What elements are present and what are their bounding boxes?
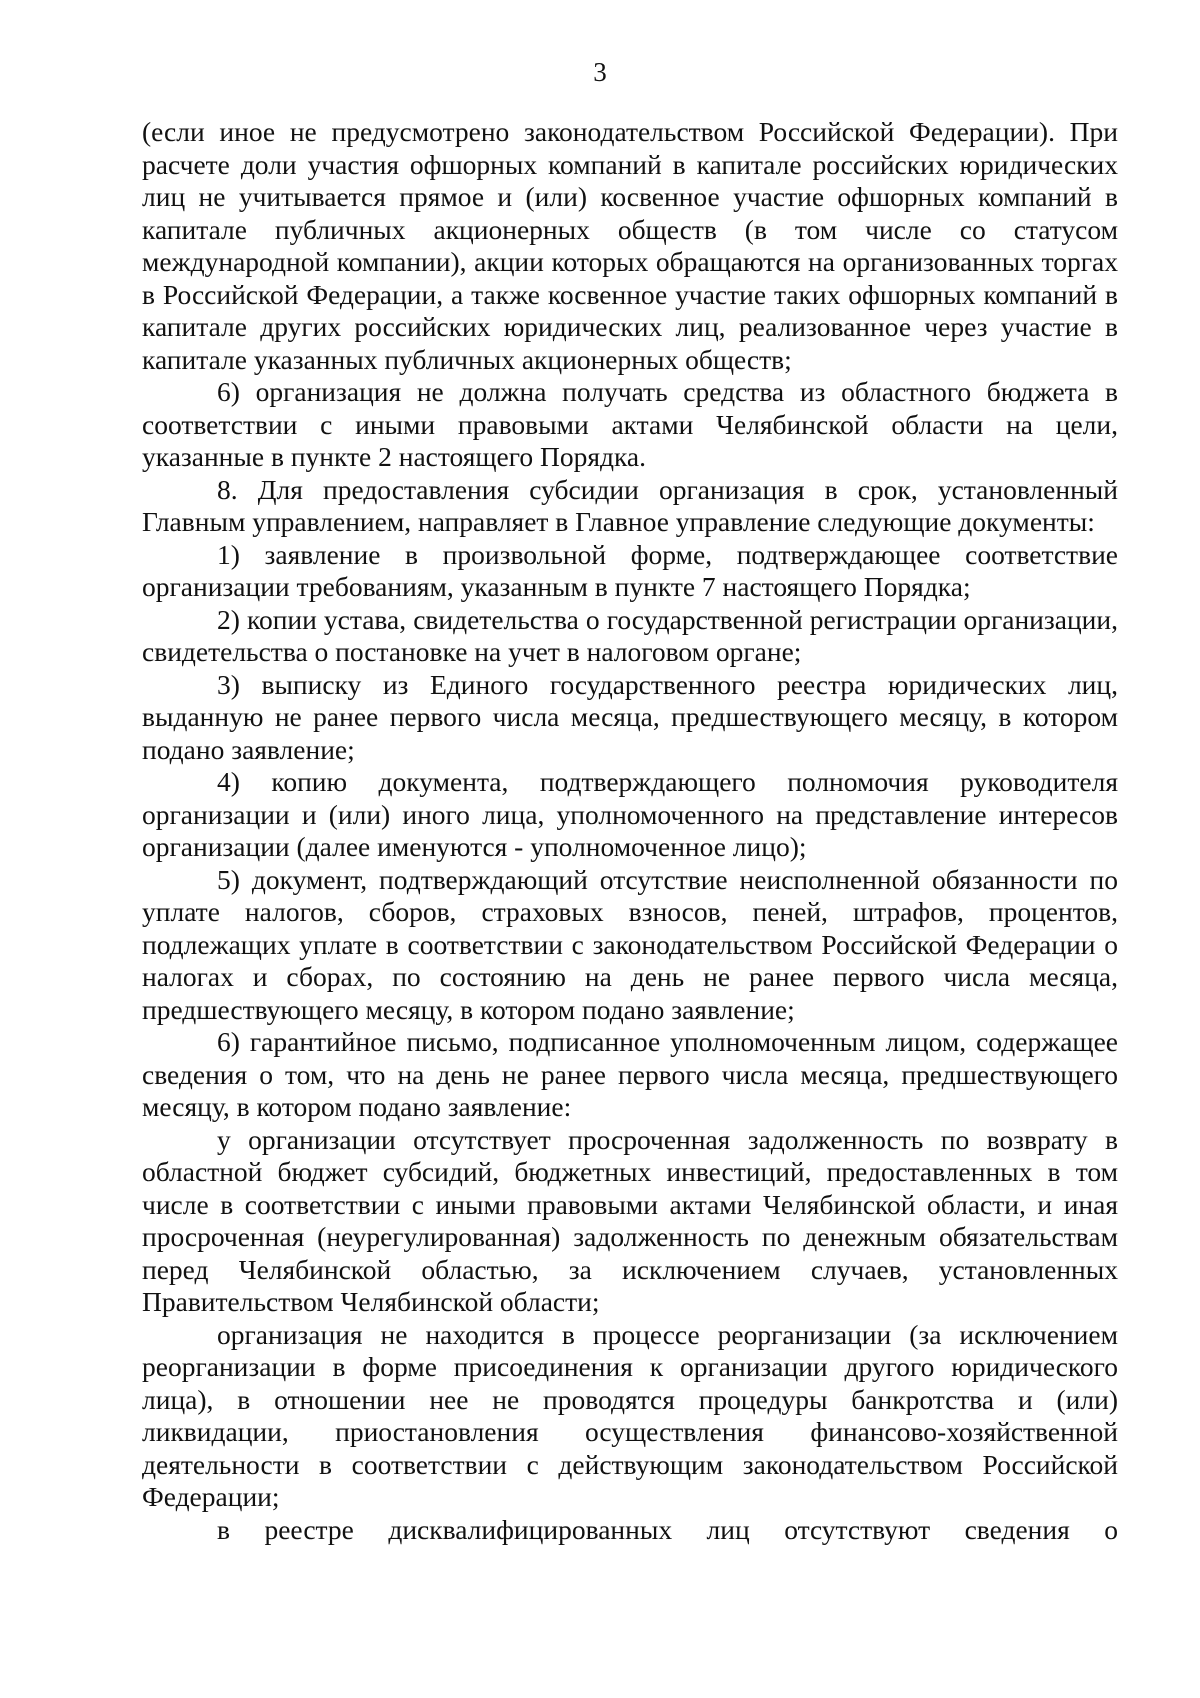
paragraph-item-6-guarantee-letter: 6) гарантийное письмо, подписанное уполномоченным лицом, содержащее сведения о том, что на день не ранее первого числа месяца, предшествующего месяцу, в котором подано заявление: — [142, 1026, 1118, 1122]
paragraph-no-reorganization: организация не находится в процессе реорганизации (за исключением реорганизации в форме присоединения к организации другого юридического лица), в отношении нее не проводятся процедуры банкротства и (или) ликвидации, приостановления осуществления финансово-хозяйственной деятельности в соответствии с действующим законодательством Российской Федерации; — [142, 1318, 1118, 1512]
document-body — [142, 116, 1118, 1546]
paragraph-offshore-participation: (если иное не предусмотрено законодательством Российской Федерации). При расчете доли участия офшорных компаний в капитале российских юридических лиц не учитывается прямое и (или) косвенное участие офшорных компаний в капитале публичных акционерных обществ (в том числе со статусом международной компании), акции которых обращаются на организованных торгах в Российской Федерации, а также косвенное участие таких офшорных компаний в капитале других российских юридических лиц, реализованное через участие в капитале указанных публичных акционерных обществ; — [142, 116, 1118, 375]
paragraph-clause-8-documents: 8. Для предоставления субсидии организация в срок, установленный Главным управлением, направляет в Главное управление следующие документы: — [142, 473, 1118, 537]
paragraph-item-3-registry-extract: 3) выписку из Единого государственного реестра юридических лиц, выданную не ранее первого числа месяца, предшествующего месяцу, в котором подано заявление; — [142, 668, 1118, 765]
paragraph-disqualified-registry: в реестре дисквалифицированных лиц отсутствуют сведения о — [217, 1513, 1118, 1545]
paragraph-item-1-application: 1) заявление в произвольной форме, подтверждающее соответствие организации требованиям, указанным в пункте 7 настоящего Порядка; — [142, 538, 1118, 602]
paragraph-item-6-budget-funds: 6) организация не должна получать средства из областного бюджета в соответствии с иными правовыми актами Челябинской области на цели, указанные в пункте 2 настоящего Порядка. — [142, 376, 1118, 472]
paragraph-item-4-authority-document: 4) копию документа, подтверждающего полномочия руководителя организации и (или) иного лица, уполномоченного на представление интересов организации (далее именуются - уполномоченное лицо); — [142, 766, 1118, 862]
paragraph-item-2-charter-copies: 2) копии устава, свидетельства о государственной регистрации организации, свидетельства о постановке на учет в налоговом органе; — [142, 603, 1118, 667]
paragraph-no-overdue-debt: у организации отсутствует просроченная задолженность по возврату в областной бюджет субсидий, бюджетных инвестиций, предоставленных в том числе в соответствии с иными правовыми актами Челябинской области, и иная просроченная (неурегулированная) задолженность по денежным обязательствам перед Челябинской областью, за исключением случаев, установленных Правительством Челябинской области; — [142, 1123, 1118, 1317]
paragraph-item-5-tax-certificate: 5) документ, подтверждающий отсутствие неисполненной обязанности по уплате налогов, сборов, страховых взносов, пеней, штрафов, процентов, подлежащих уплате в соответствии с законодательством Российской Федерации о налогах и сборах, по состоянию на день не ранее первого числа месяца, предшествующего месяцу, в котором подано заявление; — [142, 863, 1118, 1025]
page-number: 3 — [593, 57, 607, 87]
